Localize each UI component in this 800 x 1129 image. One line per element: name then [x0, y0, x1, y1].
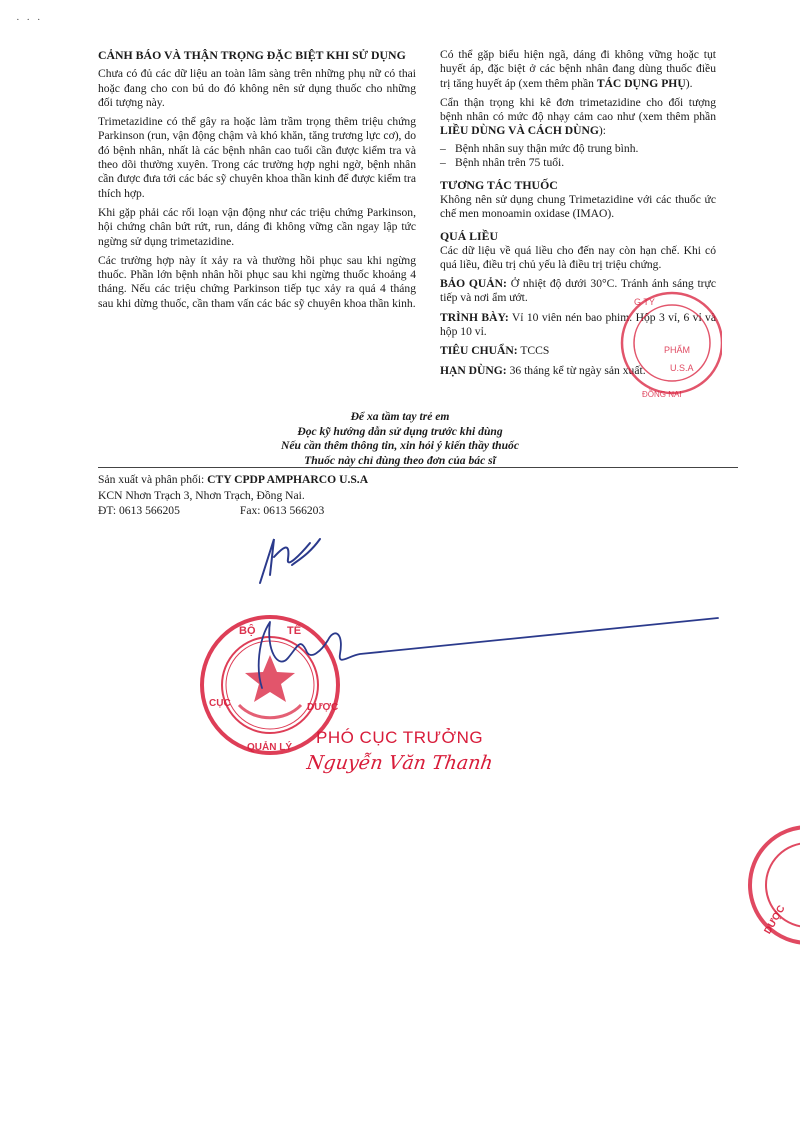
interaction-heading: TƯƠNG TÁC THUỐC	[440, 178, 558, 193]
address-line: KCN Nhơn Trạch 3, Nhơn Trạch, Đồng Nai.	[98, 488, 305, 502]
center-notes	[100, 410, 700, 468]
list-item: – Bệnh nhân suy thận mức độ trung bình.	[440, 142, 716, 156]
standard-text: TCCS	[517, 344, 550, 358]
fall-ref: TÁC DỤNG PHỤ	[596, 76, 686, 90]
phone-number: ĐT: 0613 566205	[98, 504, 180, 517]
warning-heading: CẢNH BÁO VÀ THẬN TRỌNG ĐẶC BIỆT KHI SỬ DỤNG	[98, 48, 406, 62]
official-signature	[248, 610, 748, 700]
overdose-text: Các dữ liệu về quá liều cho đến nay còn hạn chế. Khi có quá liều, điều trị chủ yếu là điều trị triệu chứng.	[440, 243, 716, 271]
warning-paragraph-4: Các trường hợp này ít xảy ra và thường hồi phục sau khi ngừng thuốc. Phần lớn bệnh nhân hồi phục sau khi ngừng thuốc khoảng 4 tháng. Nếu các triệu chứng Parkinson tiếp tục xảy ra quá 4 tháng sau khi dừng thuốc, cần tham vấn các bác sỹ chuyên khoa thần kinh.	[98, 253, 416, 310]
storage-label: BẢO QUẢN:	[440, 277, 507, 291]
official-title: PHÓ CỤC TRƯỞNG	[316, 728, 484, 747]
expiry-label: HẠN DÙNG:	[440, 363, 507, 377]
caution-ref: LIỀU DÙNG VÀ CÁCH DÙNG	[440, 124, 599, 138]
official-name: Nguyễn Văn Thanh	[305, 752, 495, 774]
expiry-text: 36 tháng kể từ ngày sản xuất.	[506, 363, 646, 377]
manufacturer-label: Sản xuất và phân phối:	[98, 473, 208, 486]
fax-number: Fax: 0613 566203	[239, 504, 325, 517]
scan-artifact: · · ·	[16, 14, 43, 26]
svg-text:U.S.A: U.S.A	[670, 363, 694, 373]
svg-text:ĐỒNG NAI: ĐỒNG NAI	[642, 390, 682, 399]
presentation-text: Vỉ 10 viên nén bao phim. Hộp 3 vỉ, 6 vỉ và hộp 10 vỉ.	[440, 310, 716, 339]
svg-text:CỤC: CỤC	[209, 698, 231, 709]
footer-divider	[98, 467, 738, 468]
note-line: Thuốc này chỉ dùng theo đơn của bác sĩ	[304, 453, 496, 467]
left-column	[98, 48, 416, 316]
list-item: – Bệnh nhân trên 75 tuổi.	[440, 156, 716, 170]
interaction-text: Không nên sử dụng chung Trimetazidine với các thuốc ức chế men monoamin oxidase (IMAO).	[440, 192, 716, 220]
caution-end: ):	[598, 124, 606, 138]
note-line: Đọc kỹ hướng dẫn sử dụng trước khi dùng	[297, 424, 503, 438]
presentation-label: TRÌNH BÀY:	[440, 310, 509, 324]
storage-text: Ở nhiệt độ dưới 30°C. Tránh ánh sáng trực tiếp và nơi ẩm ướt.	[440, 277, 716, 305]
warning-paragraph-2: Trimetazidine có thể gây ra hoặc làm trầm trọng thêm triệu chứng Parkinson (run, vận động chậm và khó khăn, tăng trương lực cơ), do đó bệnh nhân, nhất là các bệnh nhân cao tuổi cần được kiểm tra và theo dõi thường xuyên. Trong các trường hợp nghi ngờ, bệnh nhân cần được đưa tới các bác sỹ chuyên khoa thần kinh để được kiểm tra thích hợp.	[98, 115, 416, 200]
edge-stamp	[728, 820, 800, 950]
manufacturer-line	[98, 472, 368, 488]
svg-text:G TY: G TY	[634, 297, 655, 307]
warning-paragraph-1: Chưa có đủ các dữ liệu an toàn lâm sàng trên những phụ nữ có thai hoặc đang cho con bú do đó không nên sử dụng thuốc cho những đối tượng này.	[98, 67, 416, 109]
warning-paragraph-3: Khi gặp phải các rối loạn vận động như các triệu chứng Parkinson, hội chứng chân bứt rứt, run, dáng đi không vững cần ngay lập tức ngừng sử dụng trimetazidine.	[98, 205, 416, 248]
svg-text:DƯỢC: DƯỢC	[307, 702, 339, 713]
note-line: Nếu cần thêm thông tin, xin hỏi ý kiến thầy thuốc	[280, 439, 520, 453]
svg-text:DƯỢC: DƯỢC	[762, 903, 788, 937]
caution-list	[440, 142, 716, 171]
svg-text:TẾ: TẾ	[287, 625, 302, 637]
manufacturer-footer	[98, 472, 368, 519]
initials-signature	[230, 525, 340, 595]
contact-line	[98, 503, 368, 519]
svg-text:BỘ: BỘ	[239, 625, 256, 637]
company-name: CTY CPDP AMPHARCO U.S.A	[207, 473, 369, 486]
fall-end: ).	[685, 76, 693, 90]
svg-text:PHẨM: PHẨM	[664, 345, 691, 355]
standard-label: TIÊU CHUẨN:	[440, 344, 518, 358]
svg-text:QUẢN LÝ: QUẢN LÝ	[247, 742, 292, 753]
caution-text: Cẩn thận trọng khi kê đơn trimetazidine cho đối tượng bệnh nhân có mức độ nhạy cảm cao như (xem thêm phần	[440, 95, 716, 124]
company-stamp	[612, 285, 722, 405]
note-line: Để xa tầm tay trẻ em	[350, 410, 450, 423]
caution-paragraph	[440, 96, 716, 139]
fall-text: Có thể gặp biểu hiện ngã, dáng đi không vững hoặc tụt huyết áp, đặc biệt ở các bệnh nhân đang dùng thuốc điều trị tăng huyết áp (xem thêm phần	[440, 48, 716, 90]
fall-paragraph	[440, 48, 716, 91]
overdose-heading: QUÁ LIỀU	[440, 229, 499, 244]
